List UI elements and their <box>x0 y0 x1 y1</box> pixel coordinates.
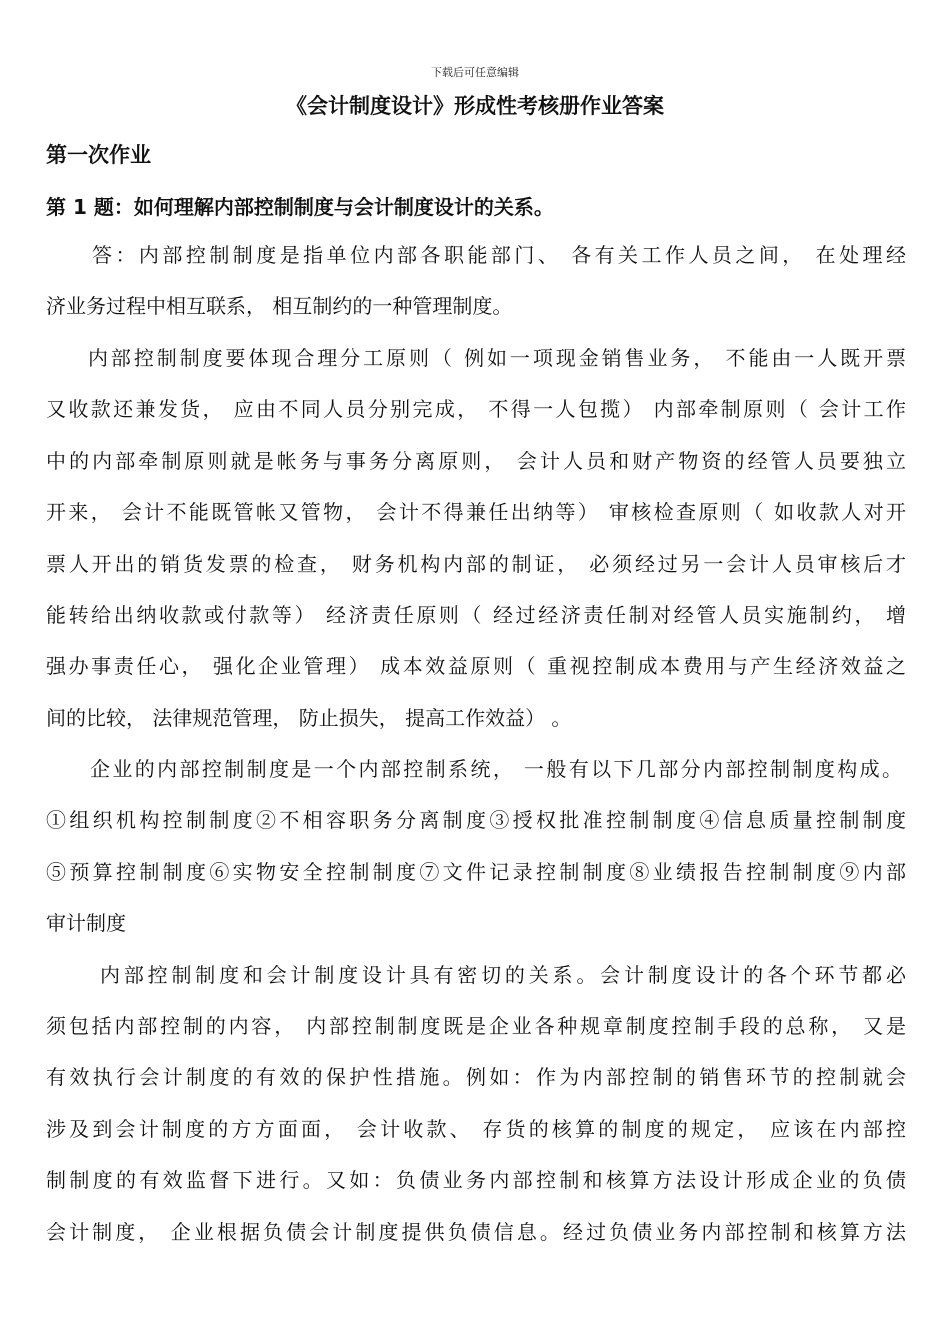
paragraph-line: 间的比较， 法律规范管理， 防止损失， 提高工作效益） 。 <box>46 706 572 730</box>
paragraph-line: 制制度的有效监督下进行。又如：负债业务内部控制和核算方法设计形成企业的负债 <box>46 1168 906 1192</box>
paragraph-line: ⑤预算控制制度⑥实物安全控制制度⑦文件记录控制制度⑧业绩报告控制制度⑨内部 <box>46 860 906 884</box>
header-note: 下载后可任意编辑 <box>431 66 519 79</box>
section-heading: 第一次作业 <box>46 143 151 167</box>
document-title: 《会计制度设计》形成性考核册作业答案 <box>286 94 664 118</box>
paragraph-line: 会计制度， 企业根据负债会计制度提供负债信息。经过负债业务内部控制和核算方法 <box>46 1220 906 1244</box>
paragraph-line: 强办事责任心， 强化企业管理） 成本效益原则（ 重视控制成本费用与产生经济效益之 <box>46 654 906 678</box>
paragraph-line: 有效执行会计制度的有效的保护性措施。例如：作为内部控制的销售环节的控制就会 <box>46 1065 906 1089</box>
paragraph-line: 审计制度 <box>46 911 126 935</box>
paragraph-line: 票人开出的销货发票的检查， 财务机构内部的制证， 必须经过另一会计人员审核后才 <box>46 552 906 576</box>
paragraph-line: 济业务过程中相互联系， 相互制约的一种管理制度。 <box>46 294 513 318</box>
paragraph-line: 中的内部牵制原则就是帐务与事务分离原则， 会计人员和财产物资的经管人员要独立 <box>46 449 906 473</box>
paragraph-line: 又收款还兼发货， 应由不同人员分别完成， 不得一人包揽） 内部牵制原则（ 会计工作 <box>46 397 906 421</box>
question-heading: 第 1 题：如何理解内部控制制度与会计制度设计的关系。 <box>46 195 554 219</box>
paragraph-line: ①组织机构控制制度②不相容职务分离制度③授权批准控制制度④信息质量控制制度 <box>46 808 906 832</box>
paragraph-line: 企业的内部控制制度是一个内部控制系统， 一般有以下几部分内部控制制度构成。 <box>90 757 902 781</box>
paragraph-line: 答：内部控制制度是指单位内部各职能部门、 各有关工作人员之间， 在处理经 <box>92 243 906 267</box>
paragraph-line: 内部控制制度要体现合理分工原则（ 例如一项现金销售业务， 不能由一人既开票 <box>88 346 906 370</box>
paragraph-line: 开来， 会计不能既管帐又管物， 会计不得兼任出纳等） 审核检查原则（ 如收款人对开 <box>46 500 906 524</box>
paragraph-line: 须包括内部控制的内容， 内部控制制度既是企业各种规章制度控制手段的总称， 又是 <box>46 1014 906 1038</box>
paragraph-line: 能转给出纳收款或付款等） 经济责任原则（ 经过经济责任制对经管人员实施制约， 增 <box>46 603 906 627</box>
paragraph-line: 内部控制制度和会计制度设计具有密切的关系。会计制度设计的各个环节都必 <box>100 963 906 987</box>
paragraph-line: 涉及到会计制度的方方面面， 会计收款、 存货的核算的制度的规定， 应该在内部控 <box>46 1117 906 1141</box>
